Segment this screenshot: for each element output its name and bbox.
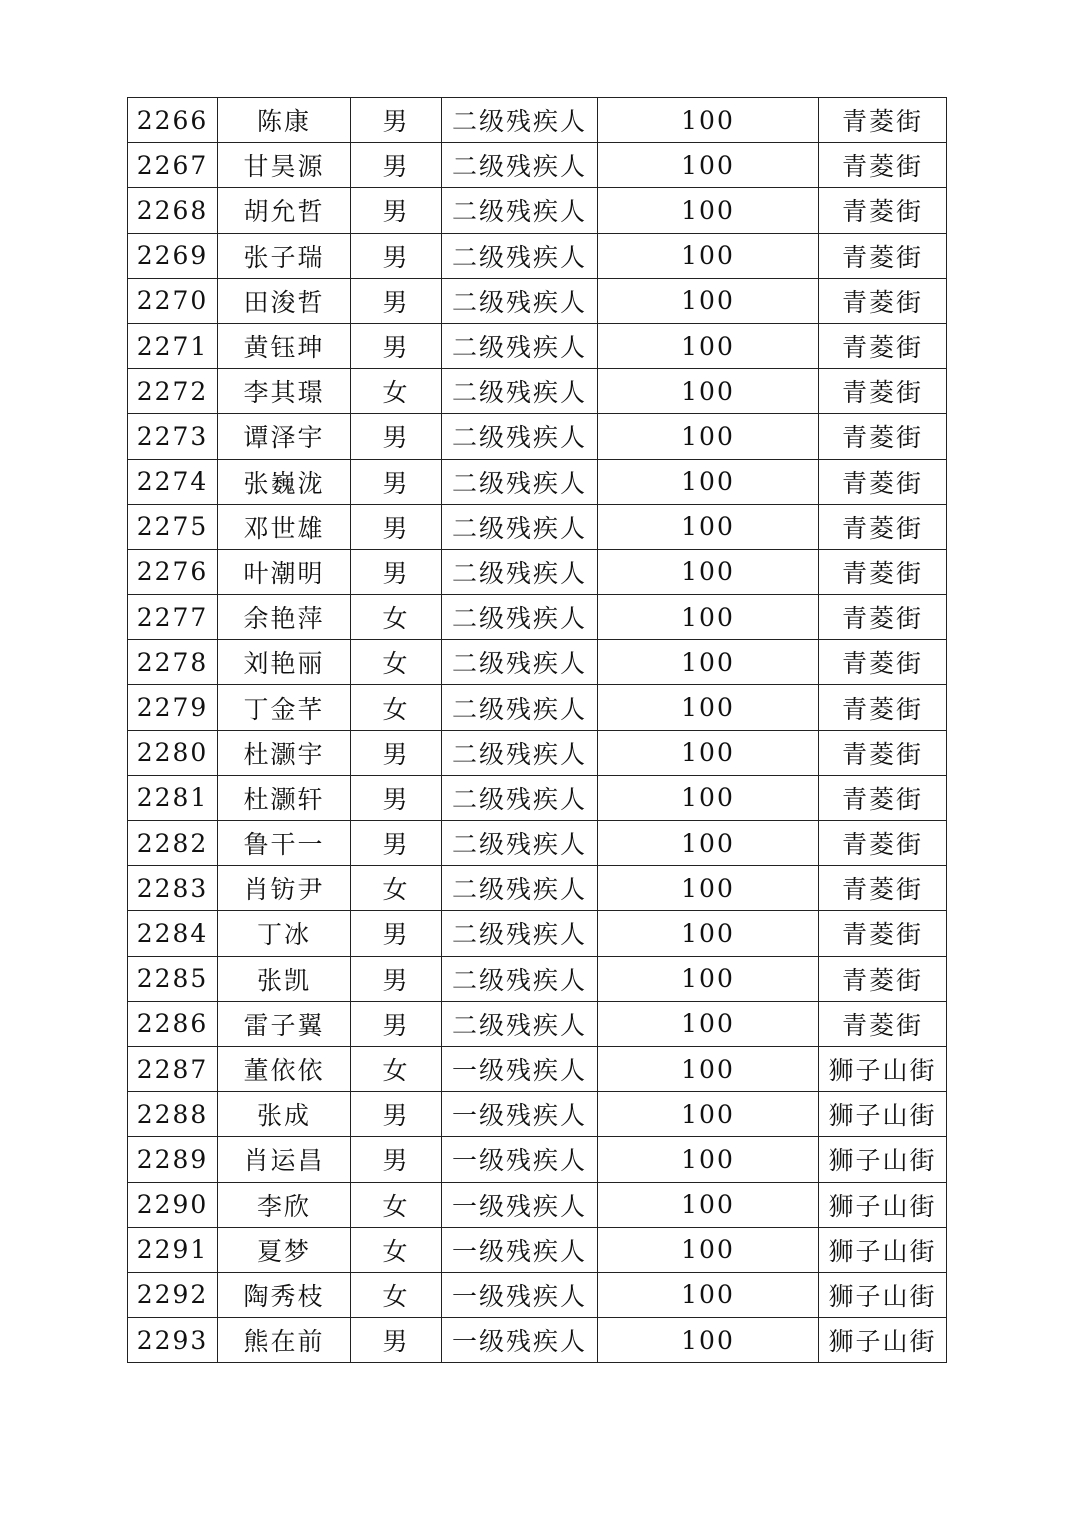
street-cell: 青菱街 — [819, 821, 947, 866]
row-id-cell: 2293 — [128, 1318, 218, 1363]
sex-cell: 男 — [351, 911, 442, 956]
row-id-cell: 2279 — [128, 685, 218, 730]
sex-cell: 男 — [351, 459, 442, 504]
sex-cell: 男 — [351, 730, 442, 775]
name-cell: 黄钰珅 — [218, 323, 351, 368]
sex-cell: 女 — [351, 1227, 442, 1272]
amount-cell: 100 — [598, 1092, 819, 1137]
name-cell: 肖运昌 — [218, 1137, 351, 1182]
amount-cell: 100 — [598, 504, 819, 549]
street-cell: 青菱街 — [819, 866, 947, 911]
row-id-cell: 2288 — [128, 1092, 218, 1137]
table-row — [128, 1227, 947, 1272]
disability-level-cell: 二级残疾人 — [442, 1001, 598, 1046]
amount-cell: 100 — [598, 730, 819, 775]
table-row — [128, 775, 947, 820]
table-row — [128, 1046, 947, 1091]
disability-level-cell: 二级残疾人 — [442, 821, 598, 866]
street-cell: 青菱街 — [819, 369, 947, 414]
street-cell: 青菱街 — [819, 98, 947, 143]
table-row — [128, 1272, 947, 1317]
disability-level-cell: 二级残疾人 — [442, 323, 598, 368]
amount-cell: 100 — [598, 1182, 819, 1227]
row-id-cell: 2275 — [128, 504, 218, 549]
sex-cell: 男 — [351, 821, 442, 866]
street-cell: 青菱街 — [819, 323, 947, 368]
name-cell: 杜灏宇 — [218, 730, 351, 775]
name-cell: 刘艳丽 — [218, 640, 351, 685]
sex-cell: 男 — [351, 956, 442, 1001]
street-cell: 青菱街 — [819, 956, 947, 1001]
disability-level-cell: 二级残疾人 — [442, 595, 598, 640]
table-row — [128, 414, 947, 459]
amount-cell: 100 — [598, 1272, 819, 1317]
table-row — [128, 821, 947, 866]
disability-level-cell: 二级残疾人 — [442, 730, 598, 775]
name-cell: 邓世雄 — [218, 504, 351, 549]
sex-cell: 女 — [351, 1272, 442, 1317]
sex-cell: 女 — [351, 595, 442, 640]
disability-level-cell: 二级残疾人 — [442, 775, 598, 820]
table-row — [128, 549, 947, 594]
street-cell: 青菱街 — [819, 459, 947, 504]
sex-cell: 男 — [351, 98, 442, 143]
street-cell: 青菱街 — [819, 188, 947, 233]
name-cell: 李其璟 — [218, 369, 351, 414]
street-cell: 青菱街 — [819, 233, 947, 278]
disability-level-cell: 一级残疾人 — [442, 1046, 598, 1091]
street-cell: 狮子山街 — [819, 1318, 947, 1363]
row-id-cell: 2282 — [128, 821, 218, 866]
name-cell: 陈康 — [218, 98, 351, 143]
street-cell: 青菱街 — [819, 640, 947, 685]
street-cell: 青菱街 — [819, 595, 947, 640]
street-cell: 狮子山街 — [819, 1182, 947, 1227]
row-id-cell: 2271 — [128, 323, 218, 368]
amount-cell: 100 — [598, 1227, 819, 1272]
street-cell: 青菱街 — [819, 504, 947, 549]
disability-level-cell: 一级残疾人 — [442, 1092, 598, 1137]
sex-cell: 男 — [351, 233, 442, 278]
name-cell: 谭泽宇 — [218, 414, 351, 459]
amount-cell: 100 — [598, 595, 819, 640]
disability-level-cell: 二级残疾人 — [442, 278, 598, 323]
name-cell: 张成 — [218, 1092, 351, 1137]
disability-level-cell: 二级残疾人 — [442, 414, 598, 459]
disability-level-cell: 二级残疾人 — [442, 98, 598, 143]
street-cell: 青菱街 — [819, 775, 947, 820]
amount-cell: 100 — [598, 233, 819, 278]
name-cell: 夏梦 — [218, 1227, 351, 1272]
table-row — [128, 459, 947, 504]
name-cell: 肖钫尹 — [218, 866, 351, 911]
row-id-cell: 2290 — [128, 1182, 218, 1227]
street-cell: 青菱街 — [819, 1001, 947, 1046]
street-cell: 青菱街 — [819, 278, 947, 323]
table-row — [128, 369, 947, 414]
sex-cell: 女 — [351, 866, 442, 911]
street-cell: 狮子山街 — [819, 1227, 947, 1272]
table-row — [128, 1318, 947, 1363]
name-cell: 熊在前 — [218, 1318, 351, 1363]
sex-cell: 男 — [351, 775, 442, 820]
sex-cell: 男 — [351, 143, 442, 188]
amount-cell: 100 — [598, 369, 819, 414]
sex-cell: 男 — [351, 414, 442, 459]
amount-cell: 100 — [598, 775, 819, 820]
sex-cell: 男 — [351, 188, 442, 233]
street-cell: 青菱街 — [819, 549, 947, 594]
table-row — [128, 504, 947, 549]
amount-cell: 100 — [598, 143, 819, 188]
row-id-cell: 2272 — [128, 369, 218, 414]
disability-level-cell: 二级残疾人 — [442, 233, 598, 278]
amount-cell: 100 — [598, 1137, 819, 1182]
table-row — [128, 595, 947, 640]
disability-level-cell: 二级残疾人 — [442, 685, 598, 730]
row-id-cell: 2273 — [128, 414, 218, 459]
disability-level-cell: 二级残疾人 — [442, 911, 598, 956]
row-id-cell: 2284 — [128, 911, 218, 956]
name-cell: 李欣 — [218, 1182, 351, 1227]
amount-cell: 100 — [598, 911, 819, 956]
table-row — [128, 278, 947, 323]
disability-level-cell: 二级残疾人 — [442, 640, 598, 685]
row-id-cell: 2292 — [128, 1272, 218, 1317]
amount-cell: 100 — [598, 188, 819, 233]
roster-table-body — [128, 98, 947, 1363]
sex-cell: 男 — [351, 1137, 442, 1182]
name-cell: 雷子翼 — [218, 1001, 351, 1046]
row-id-cell: 2283 — [128, 866, 218, 911]
table-row — [128, 911, 947, 956]
street-cell: 狮子山街 — [819, 1046, 947, 1091]
table-row — [128, 323, 947, 368]
amount-cell: 100 — [598, 1001, 819, 1046]
street-cell: 青菱街 — [819, 143, 947, 188]
table-row — [128, 685, 947, 730]
street-cell: 青菱街 — [819, 730, 947, 775]
table-row — [128, 956, 947, 1001]
sex-cell: 男 — [351, 549, 442, 594]
row-id-cell: 2287 — [128, 1046, 218, 1091]
street-cell: 狮子山街 — [819, 1137, 947, 1182]
sex-cell: 男 — [351, 323, 442, 368]
amount-cell: 100 — [598, 549, 819, 594]
sex-cell: 女 — [351, 369, 442, 414]
name-cell: 胡允哲 — [218, 188, 351, 233]
row-id-cell: 2285 — [128, 956, 218, 1001]
table-row — [128, 1137, 947, 1182]
amount-cell: 100 — [598, 278, 819, 323]
row-id-cell: 2266 — [128, 98, 218, 143]
amount-cell: 100 — [598, 323, 819, 368]
row-id-cell: 2277 — [128, 595, 218, 640]
row-id-cell: 2269 — [128, 233, 218, 278]
amount-cell: 100 — [598, 956, 819, 1001]
sex-cell: 男 — [351, 278, 442, 323]
table-row — [128, 640, 947, 685]
row-id-cell: 2286 — [128, 1001, 218, 1046]
name-cell: 张巍泷 — [218, 459, 351, 504]
amount-cell: 100 — [598, 414, 819, 459]
disability-level-cell: 二级残疾人 — [442, 188, 598, 233]
name-cell: 杜灏轩 — [218, 775, 351, 820]
amount-cell: 100 — [598, 1318, 819, 1363]
table-row — [128, 1092, 947, 1137]
sex-cell: 女 — [351, 1182, 442, 1227]
row-id-cell: 2276 — [128, 549, 218, 594]
amount-cell: 100 — [598, 459, 819, 504]
table-row — [128, 233, 947, 278]
disability-level-cell: 二级残疾人 — [442, 549, 598, 594]
row-id-cell: 2278 — [128, 640, 218, 685]
sex-cell: 男 — [351, 1092, 442, 1137]
street-cell: 青菱街 — [819, 414, 947, 459]
amount-cell: 100 — [598, 1046, 819, 1091]
sex-cell: 女 — [351, 1046, 442, 1091]
disability-level-cell: 一级残疾人 — [442, 1182, 598, 1227]
sex-cell: 女 — [351, 640, 442, 685]
table-row — [128, 188, 947, 233]
street-cell: 青菱街 — [819, 685, 947, 730]
row-id-cell: 2291 — [128, 1227, 218, 1272]
roster-table — [127, 97, 947, 1363]
disability-level-cell: 一级残疾人 — [442, 1272, 598, 1317]
disability-level-cell: 一级残疾人 — [442, 1227, 598, 1272]
row-id-cell: 2274 — [128, 459, 218, 504]
sex-cell: 男 — [351, 504, 442, 549]
sex-cell: 女 — [351, 685, 442, 730]
name-cell: 丁冰 — [218, 911, 351, 956]
table-row — [128, 866, 947, 911]
disability-level-cell: 二级残疾人 — [442, 369, 598, 414]
amount-cell: 100 — [598, 640, 819, 685]
row-id-cell: 2268 — [128, 188, 218, 233]
name-cell: 陶秀枝 — [218, 1272, 351, 1317]
table-row — [128, 1182, 947, 1227]
name-cell: 余艳萍 — [218, 595, 351, 640]
disability-level-cell: 二级残疾人 — [442, 459, 598, 504]
table-row — [128, 143, 947, 188]
amount-cell: 100 — [598, 685, 819, 730]
name-cell: 鲁干一 — [218, 821, 351, 866]
street-cell: 狮子山街 — [819, 1092, 947, 1137]
disability-level-cell: 一级残疾人 — [442, 1318, 598, 1363]
disability-level-cell: 一级残疾人 — [442, 1137, 598, 1182]
street-cell: 青菱街 — [819, 911, 947, 956]
amount-cell: 100 — [598, 98, 819, 143]
row-id-cell: 2270 — [128, 278, 218, 323]
row-id-cell: 2289 — [128, 1137, 218, 1182]
row-id-cell: 2281 — [128, 775, 218, 820]
name-cell: 甘昊源 — [218, 143, 351, 188]
table-row — [128, 730, 947, 775]
disability-level-cell: 二级残疾人 — [442, 866, 598, 911]
amount-cell: 100 — [598, 866, 819, 911]
disability-level-cell: 二级残疾人 — [442, 956, 598, 1001]
sex-cell: 男 — [351, 1001, 442, 1046]
name-cell: 张子瑞 — [218, 233, 351, 278]
disability-level-cell: 二级残疾人 — [442, 143, 598, 188]
street-cell: 狮子山街 — [819, 1272, 947, 1317]
name-cell: 田浚哲 — [218, 278, 351, 323]
name-cell: 叶潮明 — [218, 549, 351, 594]
disability-level-cell: 二级残疾人 — [442, 504, 598, 549]
sex-cell: 男 — [351, 1318, 442, 1363]
name-cell: 丁金芊 — [218, 685, 351, 730]
table-row — [128, 98, 947, 143]
name-cell: 张凯 — [218, 956, 351, 1001]
name-cell: 董依依 — [218, 1046, 351, 1091]
amount-cell: 100 — [598, 821, 819, 866]
row-id-cell: 2280 — [128, 730, 218, 775]
row-id-cell: 2267 — [128, 143, 218, 188]
table-row — [128, 1001, 947, 1046]
